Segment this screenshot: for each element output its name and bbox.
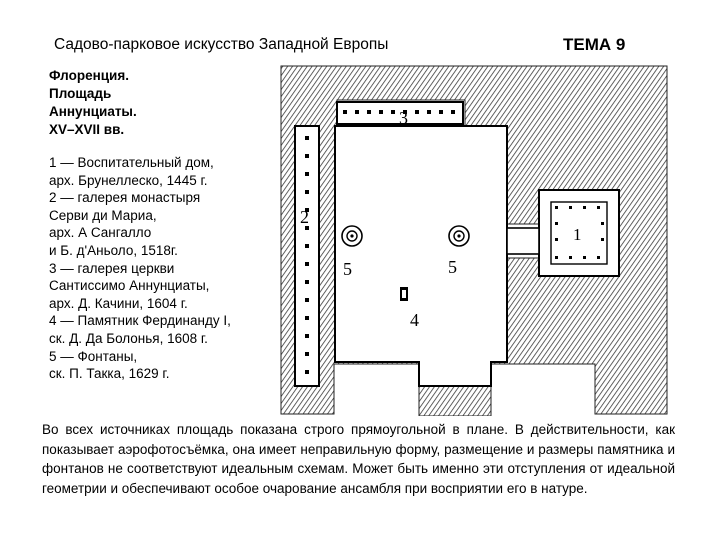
topic-label: ТЕМА 9 bbox=[563, 35, 626, 54]
servi-gallery bbox=[295, 126, 319, 386]
plan-label-1: 1 bbox=[573, 225, 582, 244]
piazza-plan bbox=[279, 64, 669, 416]
legend-item: 1 — Воспитательный дом, арх. Брунеллеско, 1445 г. bbox=[49, 155, 214, 188]
legend-item: 2 — галерея монастыря Серви ди Мариа, арх. А Сангалло и Б. д'Аньоло, 1518г. bbox=[49, 190, 201, 258]
description-paragraph: Во всех источниках площадь показана строго прямоугольной в плане. В действительности, как показывает аэрофотосъёмка, она имеет неправильную форму, размещение и размеры памятника и фонтанов не соответствуют идеальным схемам. Может быть именно эти отступления от идеальной геометрии и обеспечивают особое очарование ансамбля при восприятии его в натуре. bbox=[42, 422, 675, 496]
legend-item: 4 — Памятник Фердинанду I, ск. Д. Да Болонья, 1608 г. bbox=[49, 313, 231, 346]
fountain-left bbox=[342, 226, 362, 246]
piazza-square bbox=[335, 126, 507, 386]
slide-title: Флоренция. Площадь Аннунциаты. XV–XVII вв. bbox=[49, 68, 137, 137]
plan-label-4: 4 bbox=[410, 310, 419, 330]
hospital-passage bbox=[507, 228, 539, 254]
fountain-right bbox=[449, 226, 469, 246]
legend-item: 5 — Фонтаны, ск. П. Такка, 1629 г. bbox=[49, 348, 170, 382]
legend-list bbox=[49, 154, 289, 383]
plan-label-3: 3 bbox=[399, 108, 408, 128]
plan-label-5-right: 5 bbox=[448, 257, 457, 277]
plan-label-5-left: 5 bbox=[343, 259, 352, 279]
plan-label-2: 2 bbox=[300, 207, 309, 227]
legend-item: 3 — галерея церкви Сантиссимо Аннунциаты, арх. Д. Качини, 1604 г. bbox=[49, 260, 210, 311]
slide-subject: Садово-парковое искусство Западной Европы bbox=[54, 36, 389, 53]
